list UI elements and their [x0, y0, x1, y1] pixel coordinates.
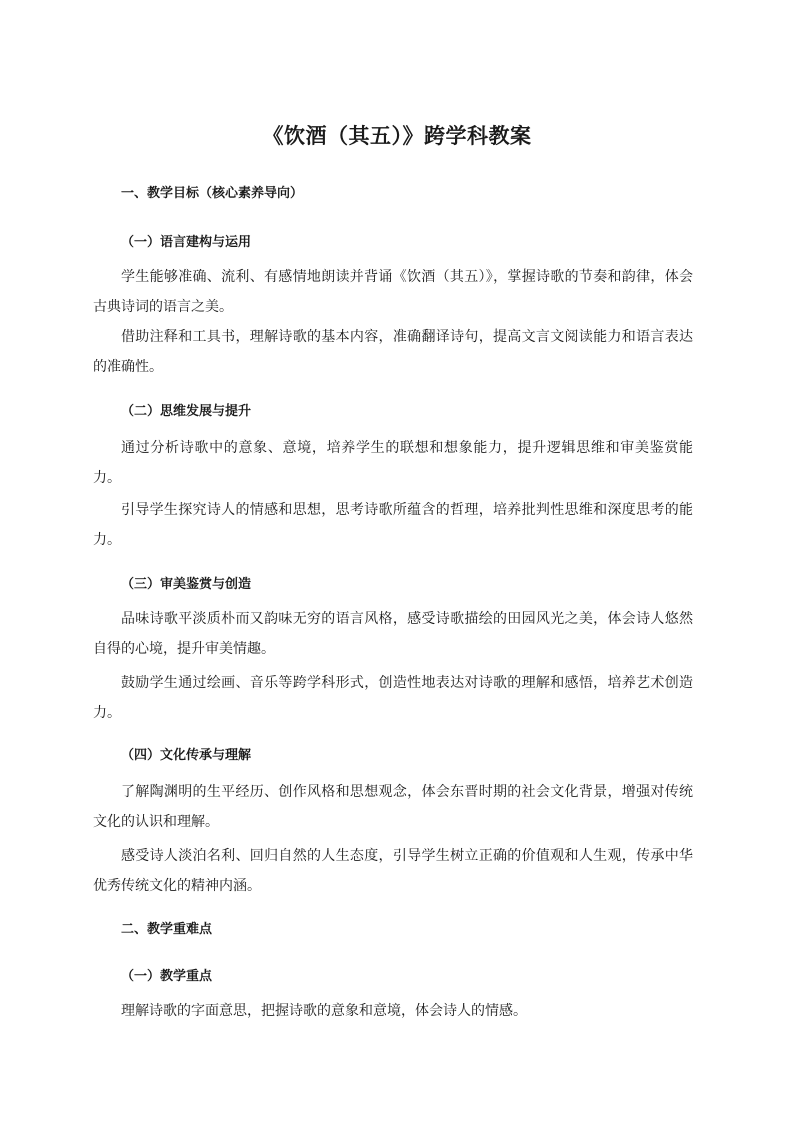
- section-heading-teaching-objectives: 一、教学目标（核心素养导向）: [121, 186, 304, 201]
- document-title: 《饮酒（其五）》跨学科教案: [262, 123, 532, 148]
- subsection-heading-thinking: （二）思维发展与提升: [121, 404, 252, 419]
- section-heading-key-difficulties: 二、教学重难点: [121, 922, 213, 937]
- subsection-heading-aesthetics: （三）审美鉴赏与创造: [121, 577, 252, 592]
- paragraph-culture-1: 了解陶渊明的生平经历、创作风格和思想观念，体会东晋时期的社会文化背景，增强对传统文化的认识和理解。: [93, 784, 693, 830]
- paragraph-language-1: 学生能够准确、流利、有感情地朗读并背诵《饮酒（其五）》，掌握诗歌的节奏和韵律，体会古典诗词的语言之美。: [93, 269, 693, 315]
- subsection-heading-language: （一）语言建构与运用: [121, 235, 252, 250]
- subsection-heading-culture: （四）文化传承与理解: [121, 748, 252, 763]
- paragraph-culture-2: 感受诗人淡泊名利、回归自然的人生态度，引导学生树立正确的价值观和人生观，传承中华优秀传统文化的精神内涵。: [93, 848, 693, 894]
- subsection-heading-key-points: （一）教学重点: [121, 969, 213, 984]
- paragraph-language-2: 借助注释和工具书，理解诗歌的基本内容，准确翻译诗句，提高文言文阅读能力和语言表达的准确性。: [93, 329, 693, 375]
- paragraph-thinking-2: 引导学生探究诗人的情感和思想，思考诗歌所蕴含的哲理，培养批判性思维和深度思考的能力。: [93, 502, 693, 548]
- paragraph-thinking-1: 通过分析诗歌中的意象、意境，培养学生的联想和想象能力，提升逻辑思维和审美鉴赏能力。: [93, 440, 693, 486]
- paragraph-aesthetics-2: 鼓励学生通过绘画、音乐等跨学科形式，创造性地表达对诗歌的理解和感悟，培养艺术创造力。: [93, 675, 693, 721]
- paragraph-aesthetics-1: 品味诗歌平淡质朴而又韵味无穷的语言风格，感受诗歌描绘的田园风光之美，体会诗人悠然自得的心境，提升审美情趣。: [93, 611, 693, 657]
- paragraph-key-points-1: 理解诗歌的字面意思，把握诗歌的意象和意境，体会诗人的情感。: [121, 1003, 527, 1019]
